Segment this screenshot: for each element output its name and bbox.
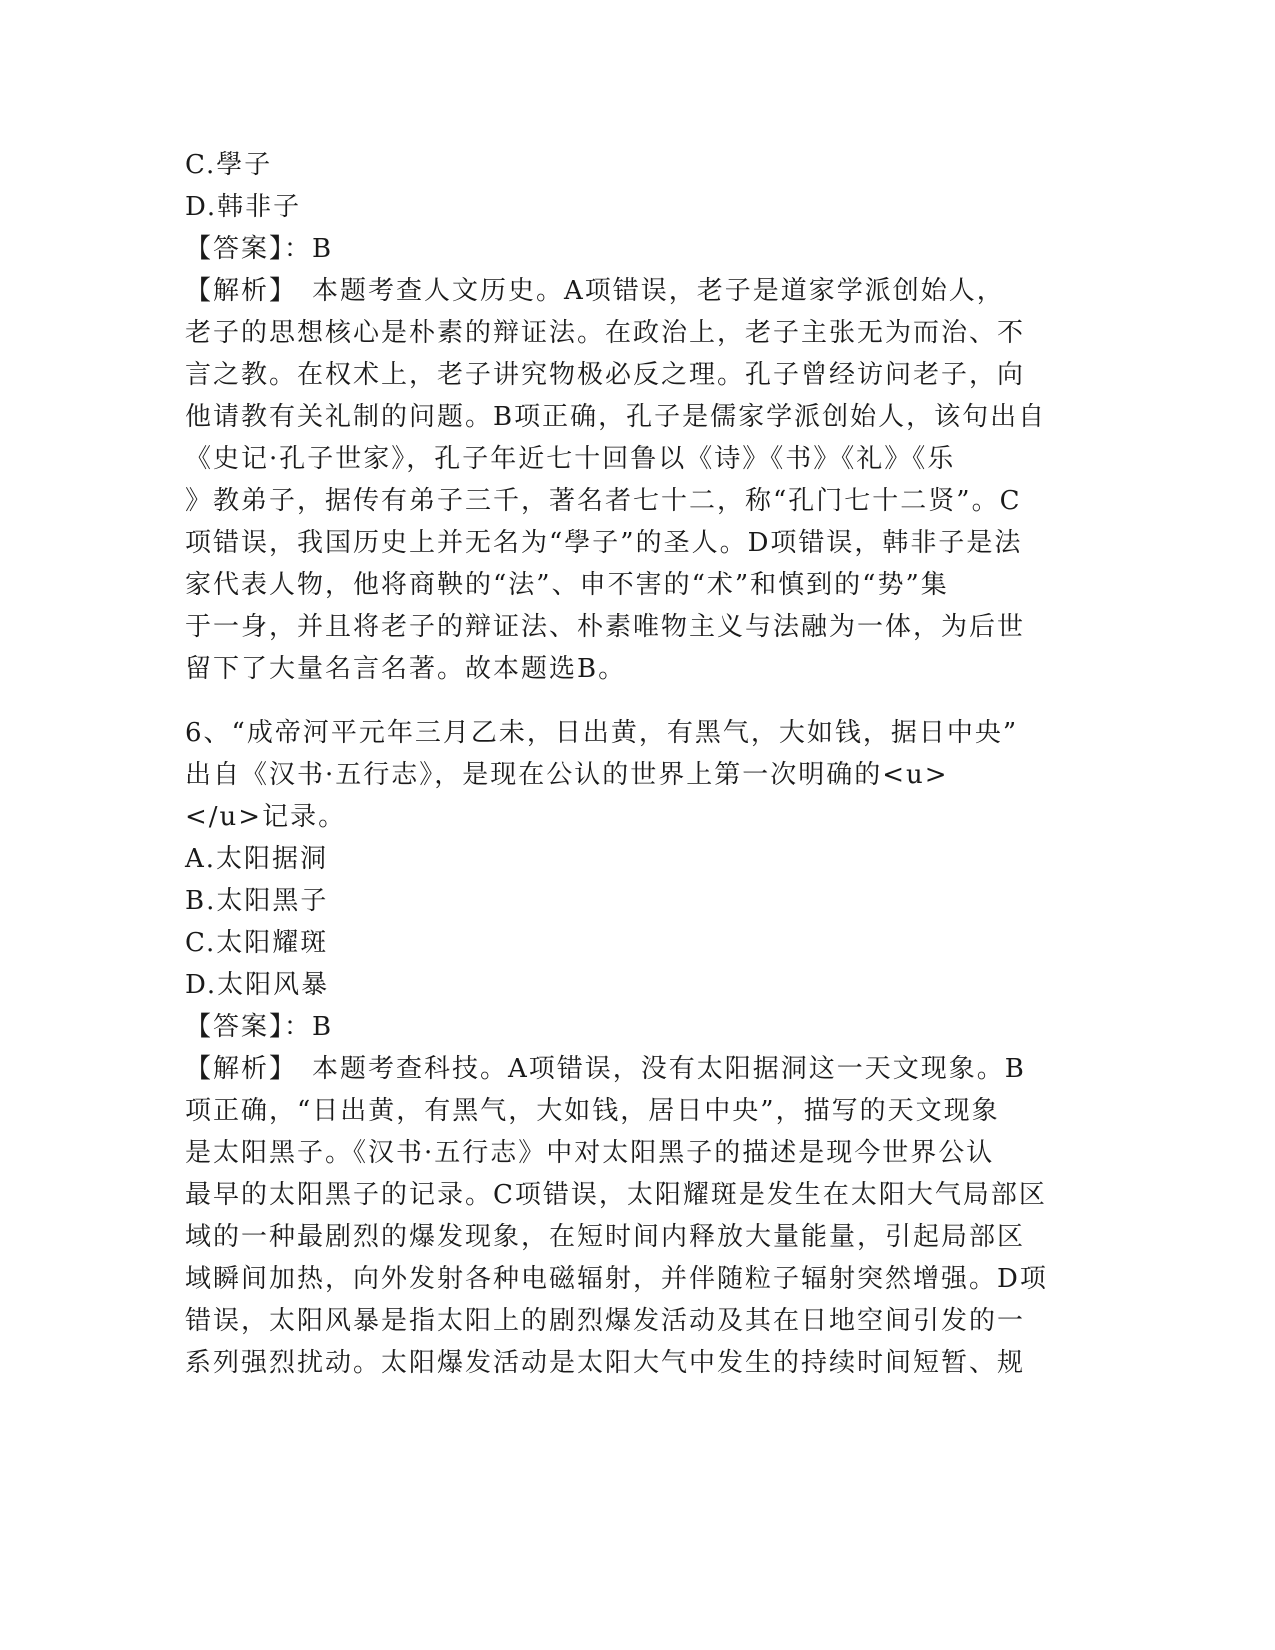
analysis-line: 错误，太阳风暴是指太阳上的剧烈爆发活动及其在日地空间引发的一 xyxy=(185,1306,1026,1336)
analysis-line: 域的一种最剧烈的爆发现象，在短时间内释放大量能量，引起局部区 xyxy=(185,1222,1026,1252)
analysis-line: 老子的思想核心是朴素的辩证法。在政治上，老子主张无为而治、不 xyxy=(185,318,1026,348)
q6-option-b: B.太阳黑子 xyxy=(185,886,329,916)
analysis-line: 家代表人物，他将商鞅的“法”、申不害的“术”和慎到的“势”集 xyxy=(185,570,949,600)
analysis-line: 【解析】 本题考查科技。A项错误，没有太阳据洞这一天文现象。B xyxy=(185,1054,1026,1084)
question-stem-line: 6、“成帝河平元年三月乙未，日出黄，有黑气，大如钱，据日中央” xyxy=(185,718,1019,748)
q6-option-d: D.太阳风暴 xyxy=(185,970,330,1000)
q5-option-c: C.學子 xyxy=(185,150,273,180)
q5-option-d: D.韩非子 xyxy=(185,192,302,222)
analysis-line: 《史记·孔子世家》，孔子年近七十回鲁以《诗》《书》《礼》《乐 xyxy=(185,444,956,474)
analysis-line: 言之教。在权术上，老子讲究物极必反之理。孔子曾经访问老子，向 xyxy=(185,360,1026,390)
analysis-line: 【解析】 本题考查人文历史。A项错误，老子是道家学派创始人， xyxy=(185,276,1005,306)
question-gap xyxy=(185,690,1085,712)
q6-option-a: A.太阳据洞 xyxy=(185,844,329,874)
analysis-line: 留下了大量名言名著。故本题选B。 xyxy=(185,654,627,684)
page-content xyxy=(185,144,1085,1384)
question-stem-line: 出自《汉书·五行志》，是现在公认的世界上第一次明确的<u> xyxy=(185,760,949,790)
analysis-line: 是太阳黑子。《汉书·五行志》中对太阳黑子的描述是现今世界公认 xyxy=(185,1138,995,1168)
q5-analysis xyxy=(185,270,1085,690)
analysis-line: 项错误，我国历史上并无名为“學子”的圣人。D项错误，韩非子是法 xyxy=(185,528,1023,558)
q6-option-c: C.太阳耀斑 xyxy=(185,928,329,958)
analysis-line: 他请教有关礼制的问题。B项正确，孔子是儒家学派创始人，该句出自 xyxy=(185,402,1047,432)
q5-answer: 【答案】：B xyxy=(185,234,334,264)
analysis-line: 》教弟子，据传有弟子三千，著名者七十二，称“孔门七十二贤”。C xyxy=(185,486,1022,516)
q6-stem xyxy=(185,712,1085,838)
analysis-line: 域瞬间加热，向外发射各种电磁辐射，并伴随粒子辐射突然增强。D项 xyxy=(185,1264,1048,1294)
analysis-line: 于一身，并且将老子的辩证法、朴素唯物主义与法融为一体，为后世 xyxy=(185,612,1026,642)
analysis-line: 系列强烈扰动。太阳爆发活动是太阳大气中发生的持续时间短暂、规 xyxy=(185,1348,1026,1378)
analysis-line: 最早的太阳黑子的记录。C项错误，太阳耀斑是发生在太阳大气局部区 xyxy=(185,1180,1047,1210)
q6-analysis xyxy=(185,1048,1085,1384)
analysis-line: 项正确，“日出黄，有黑气，大如钱，居日中央”，描写的天文现象 xyxy=(185,1096,1000,1126)
q6-answer: 【答案】：B xyxy=(185,1012,334,1042)
question-stem-line: </u>记录。 xyxy=(185,802,347,832)
